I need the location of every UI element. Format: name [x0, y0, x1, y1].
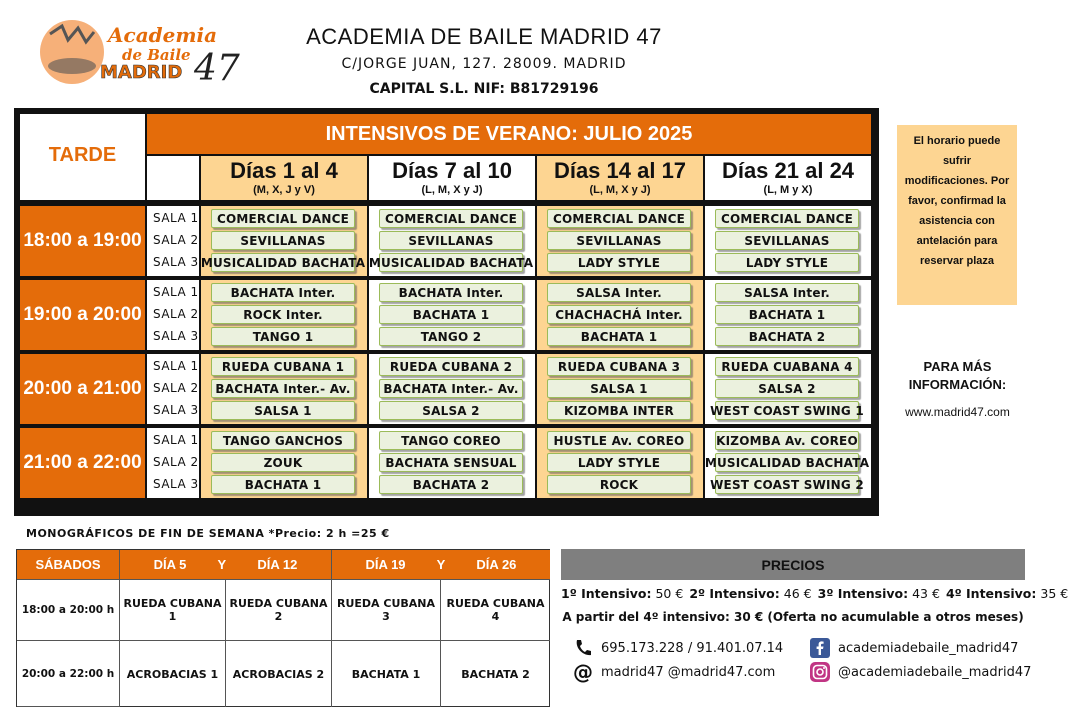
time-slot-label: 21:00 a 22:00 [20, 428, 145, 498]
sala-column [147, 354, 199, 424]
address: C/JORGE JUAN, 127. 28009. MADRID [341, 56, 627, 72]
class-button[interactable]: COMERCIAL DANCE [379, 209, 523, 228]
week-title: Días 7 al 10 [392, 158, 512, 183]
weekend-class: RUEDA CUBANA 1 [120, 580, 226, 641]
weekend-header-saturdays: SÁBADOS [17, 550, 120, 580]
class-button[interactable]: MUSICALIDAD BACHATA [715, 453, 859, 472]
weekend-time: 18:00 a 20:00 h [17, 580, 120, 641]
class-button[interactable]: COMERCIAL DANCE [211, 209, 355, 228]
price-label: 3º Intensivo: [817, 586, 909, 601]
week-slot-cell [201, 428, 367, 498]
class-button[interactable]: TANGO 2 [379, 327, 523, 346]
class-button[interactable]: SALSA 1 [547, 379, 691, 398]
class-button[interactable]: SEVILLANAS [547, 231, 691, 250]
facebook-text: academiadebaile_madrid47 [838, 640, 1019, 656]
class-button[interactable]: KIZOMBA Av. COREO [715, 431, 859, 450]
class-button[interactable]: BACHATA 1 [715, 305, 859, 324]
weekend-header-group-1 [120, 550, 332, 580]
class-button[interactable]: ROCK Inter. [211, 305, 355, 324]
weekend-class: ACROBACIAS 1 [120, 641, 226, 707]
week-header-3 [537, 156, 703, 200]
class-button[interactable]: MUSICALIDAD BACHATA [379, 253, 523, 272]
class-button[interactable]: BACHATA Inter.- Av. [379, 379, 523, 398]
week-header-4 [705, 156, 871, 200]
week-slot-cell [369, 354, 535, 424]
week-slot-cell [537, 354, 703, 424]
weekend-header-day19: DÍA 19 [365, 557, 406, 572]
price-label: 2º Intensivo: [689, 586, 780, 601]
class-button[interactable]: SALSA 1 [211, 401, 355, 420]
week-slot-cell [705, 206, 871, 276]
week-days: (L, M y X) [763, 184, 813, 196]
prices-note: A partir del 4º intensivo: 30 € (Oferta no acumulable a otros meses) [562, 610, 1024, 624]
logo-text-madrid: MADRID [100, 62, 183, 83]
week-days: (M, X, J y V) [253, 184, 315, 196]
class-button[interactable]: KIZOMBA INTER [547, 401, 691, 420]
week-slot-cell [705, 280, 871, 350]
page-title: ACADEMIA DE BAILE MADRID 47 [306, 24, 662, 49]
instagram-icon [810, 662, 830, 682]
price-value: 50 € [655, 586, 684, 601]
class-button[interactable]: BACHATA 2 [715, 327, 859, 346]
class-button[interactable]: RUEDA CUBANA 3 [547, 357, 691, 376]
schedule-table [14, 108, 879, 516]
class-button[interactable]: SEVILLANAS [379, 231, 523, 250]
week-slot-cell [201, 354, 367, 424]
phone-icon [573, 638, 593, 658]
time-slot-label: 19:00 a 20:00 [20, 280, 145, 350]
week-slot-cell [705, 428, 871, 498]
sala-column [147, 280, 199, 350]
class-button[interactable]: MUSICALIDAD BACHATA [211, 253, 355, 272]
weekend-title: MONOGRÁFICOS DE FIN DE SEMANA *Precio: 2 h =25 € [26, 527, 390, 540]
sala-column [147, 428, 199, 498]
weekend-time: 20:00 a 22:00 h [17, 641, 120, 707]
weekend-class: RUEDA CUBANA 3 [332, 580, 441, 641]
week-days: (L, M, X y J) [421, 184, 483, 196]
weekend-class: BACHATA 2 [461, 667, 530, 681]
class-button[interactable]: HUSTLE Av. COREO [547, 431, 691, 450]
week-title: Días 1 al 4 [230, 158, 338, 183]
period-label: TARDE [20, 114, 145, 200]
week-slot-cell [537, 206, 703, 276]
time-slot-label: 20:00 a 21:00 [20, 354, 145, 424]
week-slot-cell [369, 206, 535, 276]
class-button[interactable]: SALSA Inter. [715, 283, 859, 302]
week-slot-cell [369, 428, 535, 498]
sala-label: SALA 3 [153, 403, 199, 417]
class-button[interactable]: ROCK [547, 475, 691, 494]
weekend-header-day12: DÍA 12 [257, 557, 298, 572]
class-button[interactable]: RUEDA CUBANA 1 [211, 357, 355, 376]
at-icon: @ [573, 660, 593, 684]
class-button[interactable]: SEVILLANAS [211, 231, 355, 250]
weekend-header-day5: DÍA 5 [153, 557, 187, 572]
weekend-header-group-2 [332, 550, 550, 580]
weekend-class: ACROBACIAS 2 [226, 641, 332, 707]
price-value: 43 € [912, 586, 940, 601]
sala-label: SALA 2 [153, 307, 199, 321]
class-button[interactable]: RUEDA CUABANA 4 [715, 357, 859, 376]
banner-title: INTENSIVOS DE VERANO: JULIO 2025 [147, 114, 871, 154]
sala-label: SALA 3 [153, 329, 199, 343]
price-label: 4º Intensivo: [945, 586, 1037, 601]
week-header-2 [369, 156, 535, 200]
contact-phone[interactable] [573, 638, 783, 658]
class-button[interactable]: TANGO COREO [379, 431, 523, 450]
sala-label: SALA 3 [153, 255, 199, 269]
contact-email[interactable] [573, 662, 775, 682]
week-slot-cell [537, 428, 703, 498]
class-button[interactable]: WEST COAST SWING 1 [715, 401, 859, 420]
class-button[interactable]: BACHATA SENSUAL [379, 453, 523, 472]
class-button[interactable]: LADY STYLE [547, 453, 691, 472]
price-label: 1º Intensivo: [561, 586, 652, 601]
class-button[interactable]: TANGO GANCHOS [211, 431, 355, 450]
class-button[interactable]: ZOUK [211, 453, 355, 472]
schedule-notice: El horario puede sufrir modificaciones. Por favor, confirmad la asistencia con antelación para reservar plaza [897, 125, 1017, 305]
class-button[interactable]: COMERCIAL DANCE [715, 209, 859, 228]
company-nif: CAPITAL S.L. NIF: B81729196 [369, 81, 599, 97]
weekend-header-day26: DÍA 26 [476, 557, 517, 572]
class-button[interactable]: LADY STYLE [547, 253, 691, 272]
class-button[interactable]: BACHATA Inter. [379, 283, 523, 302]
week-days: (L, M, X y J) [589, 184, 651, 196]
sala-label: SALA 1 [153, 285, 199, 299]
class-button[interactable]: COMERCIAL DANCE [547, 209, 691, 228]
week-slot-cell [537, 280, 703, 350]
class-button[interactable]: BACHATA 1 [379, 305, 523, 324]
class-button[interactable]: BACHATA Inter.- Av. [211, 379, 355, 398]
weekend-header-and-2: Y [436, 557, 446, 572]
price-value: 35 € [1040, 586, 1069, 601]
class-button[interactable]: SALSA 2 [715, 379, 859, 398]
class-button[interactable]: LADY STYLE [715, 253, 859, 272]
more-info-label: PARA MÁS INFORMACIÓN: [908, 359, 1007, 392]
class-button[interactable]: BACHATA 1 [211, 475, 355, 494]
logo-text-academia: Academia [108, 23, 218, 47]
website-link[interactable]: www.madrid47.com [905, 405, 1010, 419]
sala-label: SALA 1 [153, 433, 199, 447]
email-text: madrid47 @madrid47.com [601, 664, 776, 680]
weekend-class: RUEDA CUBANA 2 [226, 580, 332, 641]
sala-label: SALA 1 [153, 211, 199, 225]
week-title: Días 21 al 24 [721, 158, 855, 183]
prices-title: PRECIOS [561, 549, 1025, 580]
class-button[interactable]: SEVILLANAS [715, 231, 859, 250]
week-slot-cell [201, 280, 367, 350]
sala-label: SALA 3 [153, 477, 199, 491]
price-value: 46 € [783, 586, 812, 601]
week-slot-cell [705, 354, 871, 424]
header-spacer [147, 156, 199, 200]
class-button[interactable]: BACHATA 1 [547, 327, 691, 346]
week-header-1 [201, 156, 367, 200]
sala-column [147, 206, 199, 276]
contact-facebook[interactable] [810, 638, 1018, 658]
week-slot-cell [369, 280, 535, 350]
logo-text-47: 47 [194, 48, 240, 89]
facebook-icon [810, 638, 830, 658]
class-button[interactable]: RUEDA CUBANA 2 [379, 357, 523, 376]
sala-label: SALA 2 [153, 381, 199, 395]
class-button[interactable]: BACHATA Inter. [211, 283, 355, 302]
time-slot-label: 18:00 a 19:00 [20, 206, 145, 276]
phone-text: 695.173.228 / 91.401.07.14 [601, 640, 784, 656]
weekend-class: RUEDA CUBANA 4 [441, 580, 550, 641]
weekend-class: BACHATA 1 [332, 641, 441, 707]
weekend-table [16, 549, 550, 707]
academy-logo [38, 14, 238, 90]
prices-list [561, 586, 1069, 601]
class-button[interactable]: SALSA 2 [379, 401, 523, 420]
instagram-text: @academiadebaile_madrid47 [838, 664, 1032, 680]
week-title: Días 14 al 17 [553, 158, 687, 183]
sala-label: SALA 2 [153, 233, 199, 247]
class-button[interactable]: CHACHACHÁ Inter. [547, 305, 691, 324]
class-button[interactable]: WEST COAST SWING 2 [715, 475, 859, 494]
class-button[interactable]: SALSA Inter. [547, 283, 691, 302]
contact-instagram[interactable] [810, 662, 1031, 682]
class-button[interactable]: BACHATA 2 [379, 475, 523, 494]
sala-label: SALA 2 [153, 455, 199, 469]
logo-text-debaile: de Baile [122, 46, 191, 64]
sala-label: SALA 1 [153, 359, 199, 373]
weekend-header-and-1: Y [217, 557, 227, 572]
week-slot-cell [201, 206, 367, 276]
class-button[interactable]: TANGO 1 [211, 327, 355, 346]
